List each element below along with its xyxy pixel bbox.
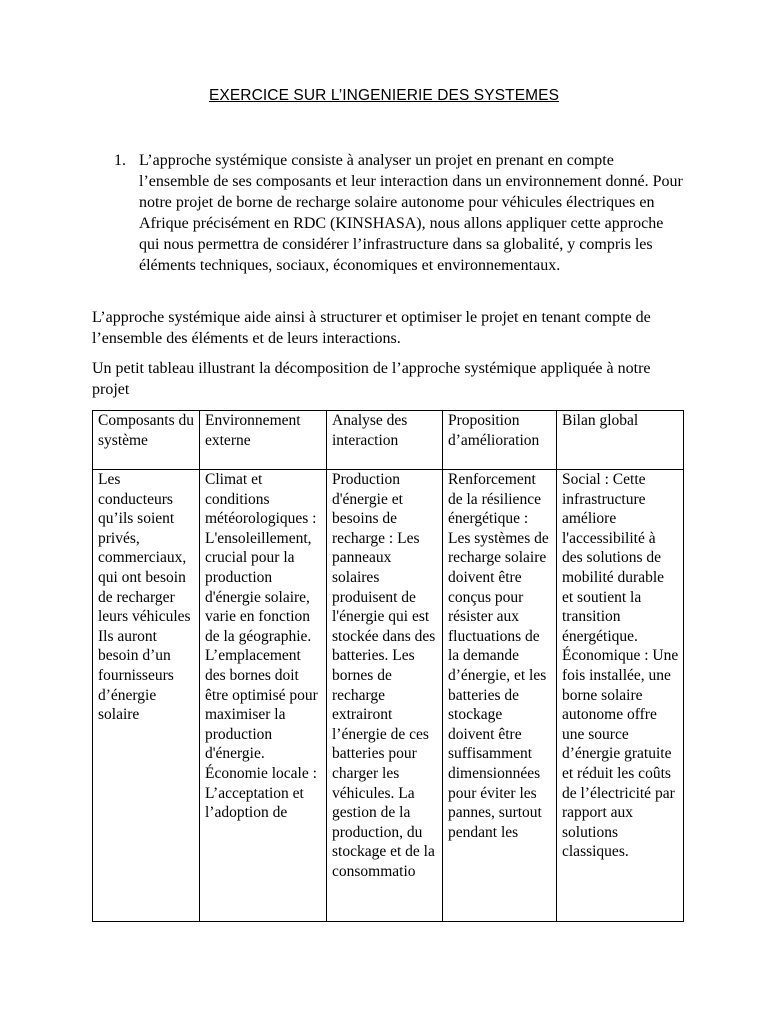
paragraph-systemic-approach: L’approche systémique aide ainsi à structurer et optimiser le projet en tenant compte de l’ensemble des éléments et de leurs interactions.	[92, 309, 651, 347]
header-proposal: Proposition d’amélioration	[448, 412, 540, 449]
cell-environment: Climat et conditions météorologiques : L'ensoleillement, crucial pour la production d'énergie solaire, varie en fonction de la géographie. L’emplacement des bornes doit être optimisé pour maximiser la production d'énergie. Économie locale : L’acceptation et l’adoption de	[205, 471, 318, 822]
document-title: EXERCICE SUR L’INGENIERIE DES SYSTEMES	[208, 87, 560, 104]
header-environment: Environnement externe	[205, 412, 301, 449]
table-header-cell	[443, 411, 557, 470]
table-header-cell	[327, 411, 443, 470]
cell-proposal: Renforcement de la résilience énergétique : Les systèmes de recharge solaire doivent être conçus pour résister aux fluctuations de la demande d’énergie, et les batteries de stockage doivent être suffisamment dimensionnées pour éviter les pannes, surtout pendant les	[448, 471, 549, 841]
table-cell	[200, 470, 327, 922]
list-number: 1.	[114, 152, 126, 169]
cell-analysis: Production d'énergie et besoins de recharge : Les panneaux solaires produisent de l'énergie qui est stockée dans des batteries. Les bornes de recharge extrairont l’énergie de ces batteries pour charger les véhicules. La gestion de la production, du stockage et de la consommatio	[332, 471, 436, 880]
table-cell	[93, 470, 200, 922]
header-overall-balance: Bilan global	[562, 412, 639, 429]
table-row	[93, 470, 684, 922]
table-header-row	[93, 411, 684, 470]
header-analysis: Analyse des interaction	[332, 412, 408, 449]
table-cell	[443, 470, 557, 922]
table-header-cell	[93, 411, 200, 470]
cell-components: Les conducteurs qu’ils soient privés, commerciaux, qui ont besoin de recharger leurs véhicules Ils auront besoin d’un fournisseurs d’énergie solaire	[98, 471, 191, 724]
table-header-cell	[557, 411, 684, 470]
systemic-approach-table	[92, 410, 684, 922]
header-components: Composants du système	[98, 412, 195, 449]
table-header-cell	[200, 411, 327, 470]
table-cell	[327, 470, 443, 922]
cell-overall-balance: Social : Cette infrastructure améliore l'accessibilité à des solutions de mobilité durable et soutient la transition énergétique. Économique : Une fois installée, une borne solaire autonome offre une source d’énergie gratuite et réduit les coûts de l’électricité par rapport aux solutions classiques.	[562, 471, 679, 861]
list-item-text: L’approche systémique consiste à analyser un projet en prenant en compte l’ensemble de ses composants et leur interaction dans un environnement donné. Pour notre projet de borne de recharge solaire autonome pour véhicules électriques en Afrique précisément en RDC (KINSHASA), nous allons appliquer cette approche qui nous permettra de considérer l’infrastructure dans sa globalité, y compris les éléments techniques, sociaux, économiques et environnementaux.	[139, 152, 683, 274]
table-cell	[557, 470, 684, 922]
paragraph-table-intro: Un petit tableau illustrant la décomposition de l’approche systémique appliquée à notre projet	[92, 360, 651, 398]
